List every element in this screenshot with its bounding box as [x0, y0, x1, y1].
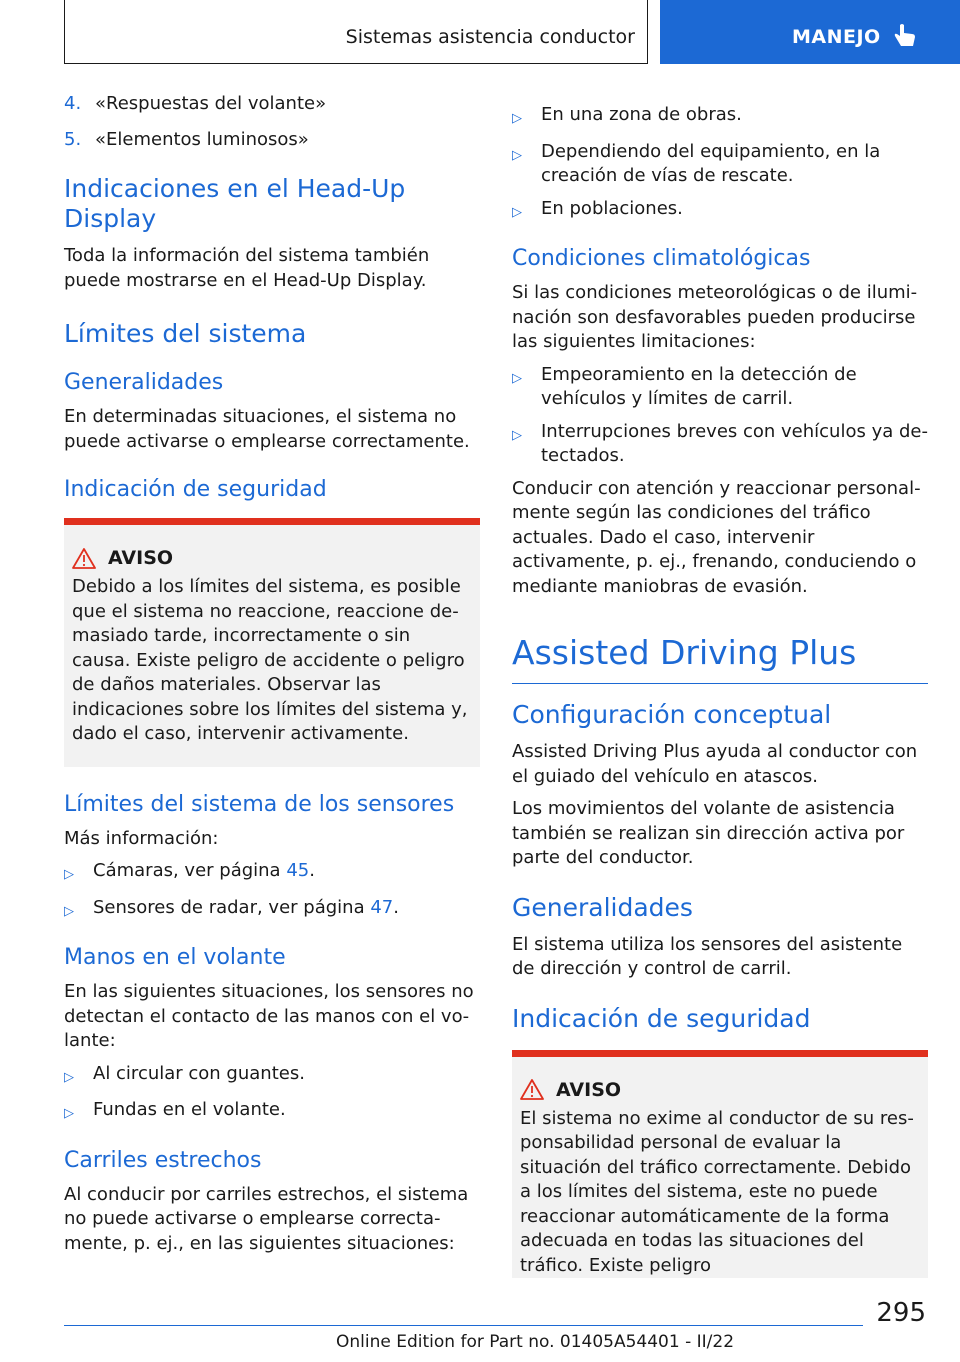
warning-triangle-icon: [72, 548, 96, 569]
bullet-triangle-icon: ▷: [64, 1069, 74, 1085]
list-item: [64, 859, 480, 888]
list-item: [64, 896, 480, 925]
heading-rule: [512, 683, 928, 684]
right-column: [512, 103, 928, 1302]
footer-rule: [64, 1325, 863, 1326]
item-number: 5.: [64, 129, 82, 150]
heading-assisted-driving-plus: Assisted Driving Plus: [512, 633, 857, 672]
item-text-end: .: [309, 860, 315, 881]
heading-climate: Condiciones climatológicas: [512, 246, 811, 271]
warning-box: [512, 1050, 928, 1279]
hand-pointer-icon: [892, 22, 918, 52]
concept-text-1: Assisted Driving Plus ayuda al conductor con el guiado del vehículo en atascos.: [512, 741, 918, 787]
heading-lanes: Carriles estrechos: [64, 1147, 262, 1173]
bullet-triangle-icon: ▷: [64, 1106, 74, 1121]
list-item: [512, 197, 928, 226]
heading-general: Generalidades: [64, 370, 224, 395]
item-text: En poblaciones.: [541, 197, 683, 219]
bullet-triangle-icon: ▷: [512, 147, 522, 163]
chapter-tab-label: MANEJO: [792, 26, 881, 48]
general-text: En determinadas situaciones, el sistema no puede activarse o emplearse correctamente.: [64, 406, 470, 452]
item-text: En una zona de obras.: [541, 104, 742, 125]
list-item: [512, 140, 928, 189]
list-item: [64, 1098, 480, 1127]
item-text: Empeoramiento en la detección de vehículos y límites de carril.: [541, 363, 857, 409]
list-item: [64, 128, 480, 152]
edition-text: Online Edition for Part no. 01405A54401 - II/22: [336, 1332, 735, 1352]
warning-label: AVISO: [556, 1078, 622, 1101]
general-text-right: El sistema utiliza los sensores del asistente de dirección y control de carril.: [512, 933, 903, 979]
sensors-intro: Más información:: [64, 827, 219, 849]
header-section-box: [64, 0, 648, 64]
item-text: Sensores de radar, ver página: [93, 896, 371, 918]
bullet-triangle-icon: ▷: [64, 867, 74, 882]
bullet-triangle-icon: ▷: [512, 370, 522, 386]
item-text: Interrupciones breves con vehículos ya detectados.: [541, 420, 928, 466]
warning-label: AVISO: [108, 547, 174, 569]
list-item: [512, 103, 928, 132]
warning-box: [64, 518, 480, 767]
item-text: Dependiendo del equipamiento, en la creación de vías de rescate.: [541, 140, 881, 186]
warning-text: Debido a los límites del sistema, es posible que el sistema no reaccione, reaccione demasiado tarde, incorrectamente o sin causa. Existe peligro de accidente o peligro de daños materiales. Observar las indicaciones sobre los límites del sistema y, dado el caso, intervenir activamente.: [72, 576, 468, 744]
heading-safety: Indicación de seguridad: [64, 477, 327, 502]
chapter-tab[interactable]: [660, 0, 960, 64]
hud-text: Toda la información del sistema también puede mostrarse en el Head-Up Display.: [64, 245, 430, 291]
left-column: [64, 92, 480, 1264]
bullet-triangle-icon: ▷: [512, 111, 522, 126]
heading-limits: Límites del sistema: [64, 319, 307, 348]
hands-text: En las siguientes situaciones, los sensores no detectan el contacto de las manos con el volante:: [64, 981, 474, 1051]
item-text: «Respuestas del volante»: [95, 93, 327, 114]
bullet-triangle-icon: ▷: [512, 204, 522, 220]
item-text-end: .: [393, 896, 399, 918]
heading-general-right: Generalidades: [512, 892, 693, 922]
section-title: Sistemas asistencia conductor: [345, 26, 635, 48]
list-item: [64, 1062, 480, 1091]
list-item: [512, 420, 928, 469]
page-link[interactable]: 47: [370, 896, 394, 918]
item-text: Fundas en el volante.: [93, 1099, 286, 1120]
heading-hud: Indicaciones en el Head-Up Display: [64, 174, 406, 233]
bullet-triangle-icon: ▷: [64, 903, 74, 919]
list-item: [64, 92, 480, 116]
item-text: Al circular con guantes.: [93, 1062, 305, 1084]
item-number: 4.: [64, 93, 82, 114]
lanes-text: Al conducir por carriles estrechos, el sistema no puede activarse o emplearse correctamente, p. ej., en las siguientes situaciones:: [64, 1183, 469, 1254]
warning-text: El sistema no exime al conductor de su responsabilidad personal de evaluar la situación del tráfico correctamente. Debido a los límites del sistema, este no puede reaccionar automáticamente de la forma adecuada en todas las situaciones del tráfico. Existe peligro: [520, 1107, 914, 1276]
concept-text-2: Los movimientos del volante de asistencia también se realizan sin dirección activa por parte del conductor.: [512, 798, 905, 868]
bullet-triangle-icon: ▷: [512, 427, 522, 443]
climate-advice: Conducir con atención y reaccionar personalmente según las condiciones del tráfico actuales. Dado el caso, intervenir activamente, p. ej., frenando, conduciendo o mediante maniobras de evasión.: [512, 477, 921, 597]
page-link[interactable]: 45: [286, 860, 310, 881]
heading-concept: Configuración conceptual: [512, 700, 832, 729]
item-text: Cámaras, ver página: [93, 860, 287, 881]
heading-sensors: Límites del sistema de los sensores: [64, 791, 455, 817]
item-text: «Elementos luminosos»: [95, 129, 309, 150]
list-item: [512, 363, 928, 412]
page-number: 295: [876, 1298, 926, 1328]
heading-hands: Manos en el volante: [64, 945, 286, 970]
warning-triangle-icon: [520, 1079, 544, 1100]
climate-text: Si las condiciones meteorológicas o de iluminación son desfavorables pueden producirse las siguientes limitaciones:: [512, 282, 918, 352]
heading-safety-right: Indicación de seguridad: [512, 1003, 811, 1033]
